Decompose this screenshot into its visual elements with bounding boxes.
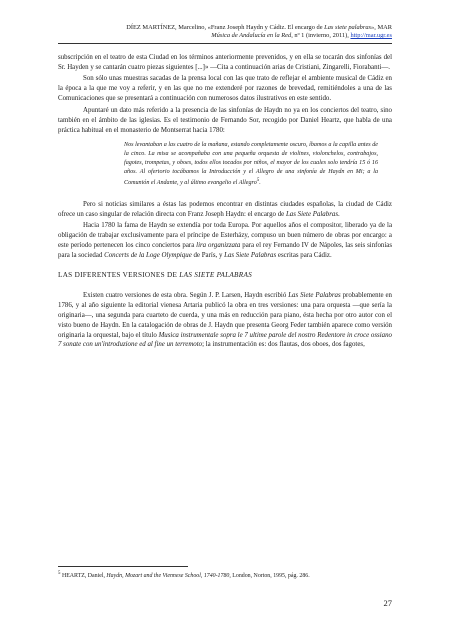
footnote-author: HEARTZ, Daniel, [61,572,107,579]
running-header [52,24,392,40]
footnote-rest: , London, Norton, 1995, pág. 286. [229,572,310,579]
quote-text: Nos levantaban a las cuatro de la mañana, estando completamente oscuro, íbamos a la capilla antes de la cinco. La misa se acompañaba con una pequeña orquesta de violines, violonchelos, contrabajos, fagotes, trompetas, y oboes, todos ellos tocados por niños, el mayor de los cuales solo tendría 15 ó 16 años. Al ofertorio tocábamos la Introducción y el Allegro de una sinfonía de Haydn en Mi; a la Comunión el Andante, y al último evangelio el Allegro [124,142,378,187]
p5-italic-2: Concerts de la Loge Olympique [104,252,192,260]
header-suffix: », MAR [371,24,392,31]
p5-italic-1: lira organizzata [196,242,241,250]
block-quote: Nos levantaban a las cuatro de la mañana, estando completamente oscuro, íbamos a la capilla antes de la cinco. La misa se acompañaba con una pequeña orquesta de violines, violonchelos, contrabajos, fagotes, trompetas, y oboes, todos ellos tocados por niños, el mayor de los cuales solo tendría 15 ó 16 años. Al ofertorio tocábamos la Introducción y el Allegro de una sinfonía de Haydn en Mi; a la Comunión el Andante, y al último evangelio el Allegro$^5$. [124,142,378,187]
p6-a: Existen cuatro versiones de esta obra. Según J. P. Larsen, Haydn escribió [83,291,289,299]
header-journal: Música de Andalucía en la Red [211,32,292,39]
p5-italic-3: Las Siete Palabras [224,252,277,260]
paragraph-4 [58,200,392,220]
header-line-1 [52,24,392,32]
header-author: DÍEZ MARTÍNEZ, Marcelino, «Franz Joseph Haydn y Cádiz. El encargo de [126,24,325,31]
section-heading-prefix: LAS DIFERENTES VERSIONES DE [58,271,180,280]
footnote-title: Haydn, Mozart and the Viennese School, 1740-1780 [106,572,230,579]
p4-italic: Las Siete Palabras [285,210,339,218]
header-link[interactable]: http://mar.ugr.es [350,32,392,39]
p5-b: para el rey Fernando IV de Nápoles, las seis sinfonías para la sociedad [58,242,393,260]
header-line-2 [52,32,392,40]
p6-c: ; la instrumentación es: dos flautas, dos oboes, dos fagotes, [202,341,365,349]
footnote-ref[interactable]: 5 [256,177,260,184]
p5-a: Hacia 1780 la fama de Haydn se extendía por toda Europa. Por aquellos años el compositor, liberado ya de la obligación de trabajar exclusivamente para el príncipe de Esterházy, compuso un buen número de obras por encargo: a este período pertenecen los cinco conciertos para [58,222,392,250]
p4-text: Pero si noticias similares a éstas las podemos encontrar en distintas ciudades españolas, la ciudad de Cádiz ofrece un caso singular de relación directa con Franz Joseph Haydn: el encargo de [58,200,392,218]
header-issue: , nº 1 (invierno, 2011), [291,32,351,39]
footnote [58,570,392,580]
paragraph-6 [58,291,392,350]
p5-d: escritas para Cádiz. [276,252,332,260]
body-text [58,53,392,352]
p4-end: . [338,210,340,218]
header-rule [58,43,392,44]
p6-b: probablemente en 1786, y al año siguiente la editorial vienesa Artaria publicó la obra en tres versiones: una para orquesta —que sería la originaria—, una segunda para cuarteto de cuerda, y una más en reducción para piano, ésta hecha por otro autor con el visto bueno de Haydn. En la catalogación de obras de J. Haydn que presenta Georg Feder también aparece como versión originaria la orquestal, bajo el título [58,291,392,339]
footnote-number: 5 [58,571,61,576]
page-number: 27 [383,598,392,608]
paragraph-2: Son sólo unas muestras sacadas de la prensa local con las que trato de reflejar el ambiente musical de Cádiz en la época a la que me voy a referir, y en las que no me extenderé por razones de brevedad, remitiéndoles a una de las Comunicaciones que se presentará a continuación con numerosos datos ilustrativos en este sentido. [58,75,392,103]
paragraph-3: Apuntaré un dato más referido a la presencia de las sinfonías de Haydn no ya en los conciertos del teatro, sino también en el ámbito de las iglesias. Es el testimonio de Fernando Sor, recogido por Daniel Heartz, que habla de una práctica habitual en el monasterio de Montserrat hacia 1780: [58,106,392,134]
section-heading [58,271,392,281]
footnote-rule [58,566,188,567]
p5-c: de París, y [191,252,225,260]
header-title: Las siete palabras [324,24,372,31]
p6-italic-1: Las Siete Palabras [288,291,341,299]
section-heading-italic: LAS SIETE PALABRAS [179,271,253,280]
paragraph-5 [58,221,392,261]
p6-italic-2: Musica instrumentale sopra le 7 ultime parole del nostro Redentore in croce ossiano 7 sonate con un'introduzione ed al fine un terremoto [58,331,392,349]
paragraph-1: subscripción en el teatro de esta Ciudad en los términos anteriormente prevenidos, y en ella se tocarán dos sinfonías del Sr. Hayden y se cantarán cuatro piezas siguientes [...]» —Cita a continuación arias de Cristiani, Zingarelli, Fiorabanti—. [58,54,392,71]
